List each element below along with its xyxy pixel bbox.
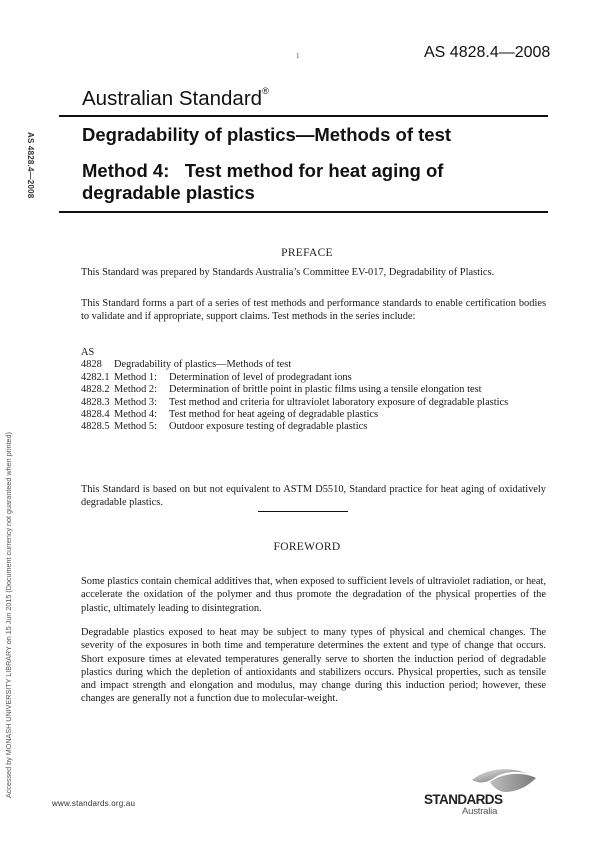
brand-title [82, 87, 269, 111]
series-label: AS [81, 347, 95, 358]
bottom-title-rule [59, 211, 548, 213]
document-id: AS 4828.4—2008 [424, 44, 551, 61]
series-description: Determination of brittle point in plastic films using a tensile elongation test [169, 384, 482, 396]
series-item [81, 372, 546, 384]
series-description: Test method and criteria for ultraviolet laboratory exposure of degradable plastics [169, 396, 509, 408]
foreword-heading: FOREWORD [273, 541, 341, 553]
series-description: Outdoor exposure testing of degradable plastics [169, 421, 368, 433]
series-number: 4828.5 [81, 421, 110, 433]
series-method: Method 2: [114, 384, 158, 396]
series-number: 4828 [81, 359, 102, 371]
preface-paragraph: This Standard was prepared by Standards Australia’s Committee EV-017, Degradability of Plastics. [81, 267, 495, 278]
foreword-paragraph: Degradable plastics exposed to heat may be subject to many types of physical and chemical changes. The severity of the exposures in both time and temperature determines the extent and type of change that occurs. Short exposure times at elevated temperatures generally serve to shorten the induction period of degradable plastics during which the depletion of antioxidants and stabilizers occurs. Physical properties, such as tensile and impact strength and elongation and modulus, may change during this induction period; however, these changes are generally not a function due to molecular-weight. [81, 627, 546, 705]
preface-heading: PREFACE [281, 247, 333, 259]
access-watermark: Accessed by MONASH UNIVERSITY LIBRARY on 15 Jun 2015 (Document currency not guaranteed when printed) [4, 432, 13, 798]
series-method: Method 4: [114, 409, 158, 421]
website-link[interactable]: www.standards.org.au [52, 799, 136, 808]
series-item [81, 397, 546, 409]
section-divider [258, 511, 348, 512]
preface-paragraph: This Standard forms a part of a series of test methods and performance standards to enable certification bodies to validate and if appropriate, support claims. Test methods in the series include: [81, 298, 546, 323]
series-description: Degradability of plastics—Methods of test [114, 359, 292, 371]
logo-wordmark: STANDARDS [424, 792, 503, 807]
series-description: Determination of level of prodegradant ions [169, 371, 352, 383]
series-number: 4282.1 [81, 371, 110, 383]
series-number: 4828.3 [81, 396, 110, 408]
series-number: 4828.2 [81, 384, 110, 396]
preface-paragraph: This Standard is based on but not equivalent to ASTM D5510, Standard practice for heat aging of oxidatively degradable plastics. [81, 484, 546, 509]
standard-title: Degradability of plastics—Methods of test [82, 124, 452, 145]
page-number: 1 [296, 52, 300, 60]
logo-subtitle: Australia [462, 806, 498, 817]
series-item [81, 359, 546, 371]
series-number: 4828.4 [81, 409, 110, 421]
series-item [81, 409, 546, 421]
series-item [81, 384, 546, 396]
registered-mark: ® [262, 86, 269, 96]
series-method: Method 5: [114, 421, 158, 433]
test-method-series-list [81, 347, 546, 434]
method-title: Method 4: Test method for heat aging of degradable plastics [82, 160, 444, 203]
foreword-paragraph: Some plastics contain chemical additives that, when exposed to sufficient levels of ultraviolet radiation, or heat, accelerate the oxidation of the polymer and thus promote the degradation of the physical properties of the plastic, ultimately leading to disintegration. [81, 576, 546, 614]
brand-title-text: Australian Standard [82, 87, 263, 110]
series-method: Method 1: [114, 371, 158, 383]
series-item [81, 421, 546, 433]
top-title-rule [59, 115, 548, 117]
vertical-document-id: AS 4828.4—2008 [26, 132, 35, 199]
series-method: Method 3: [114, 396, 158, 408]
series-description: Test method for heat ageing of degradable plastics [169, 409, 379, 421]
standards-australia-logo [424, 764, 554, 822]
